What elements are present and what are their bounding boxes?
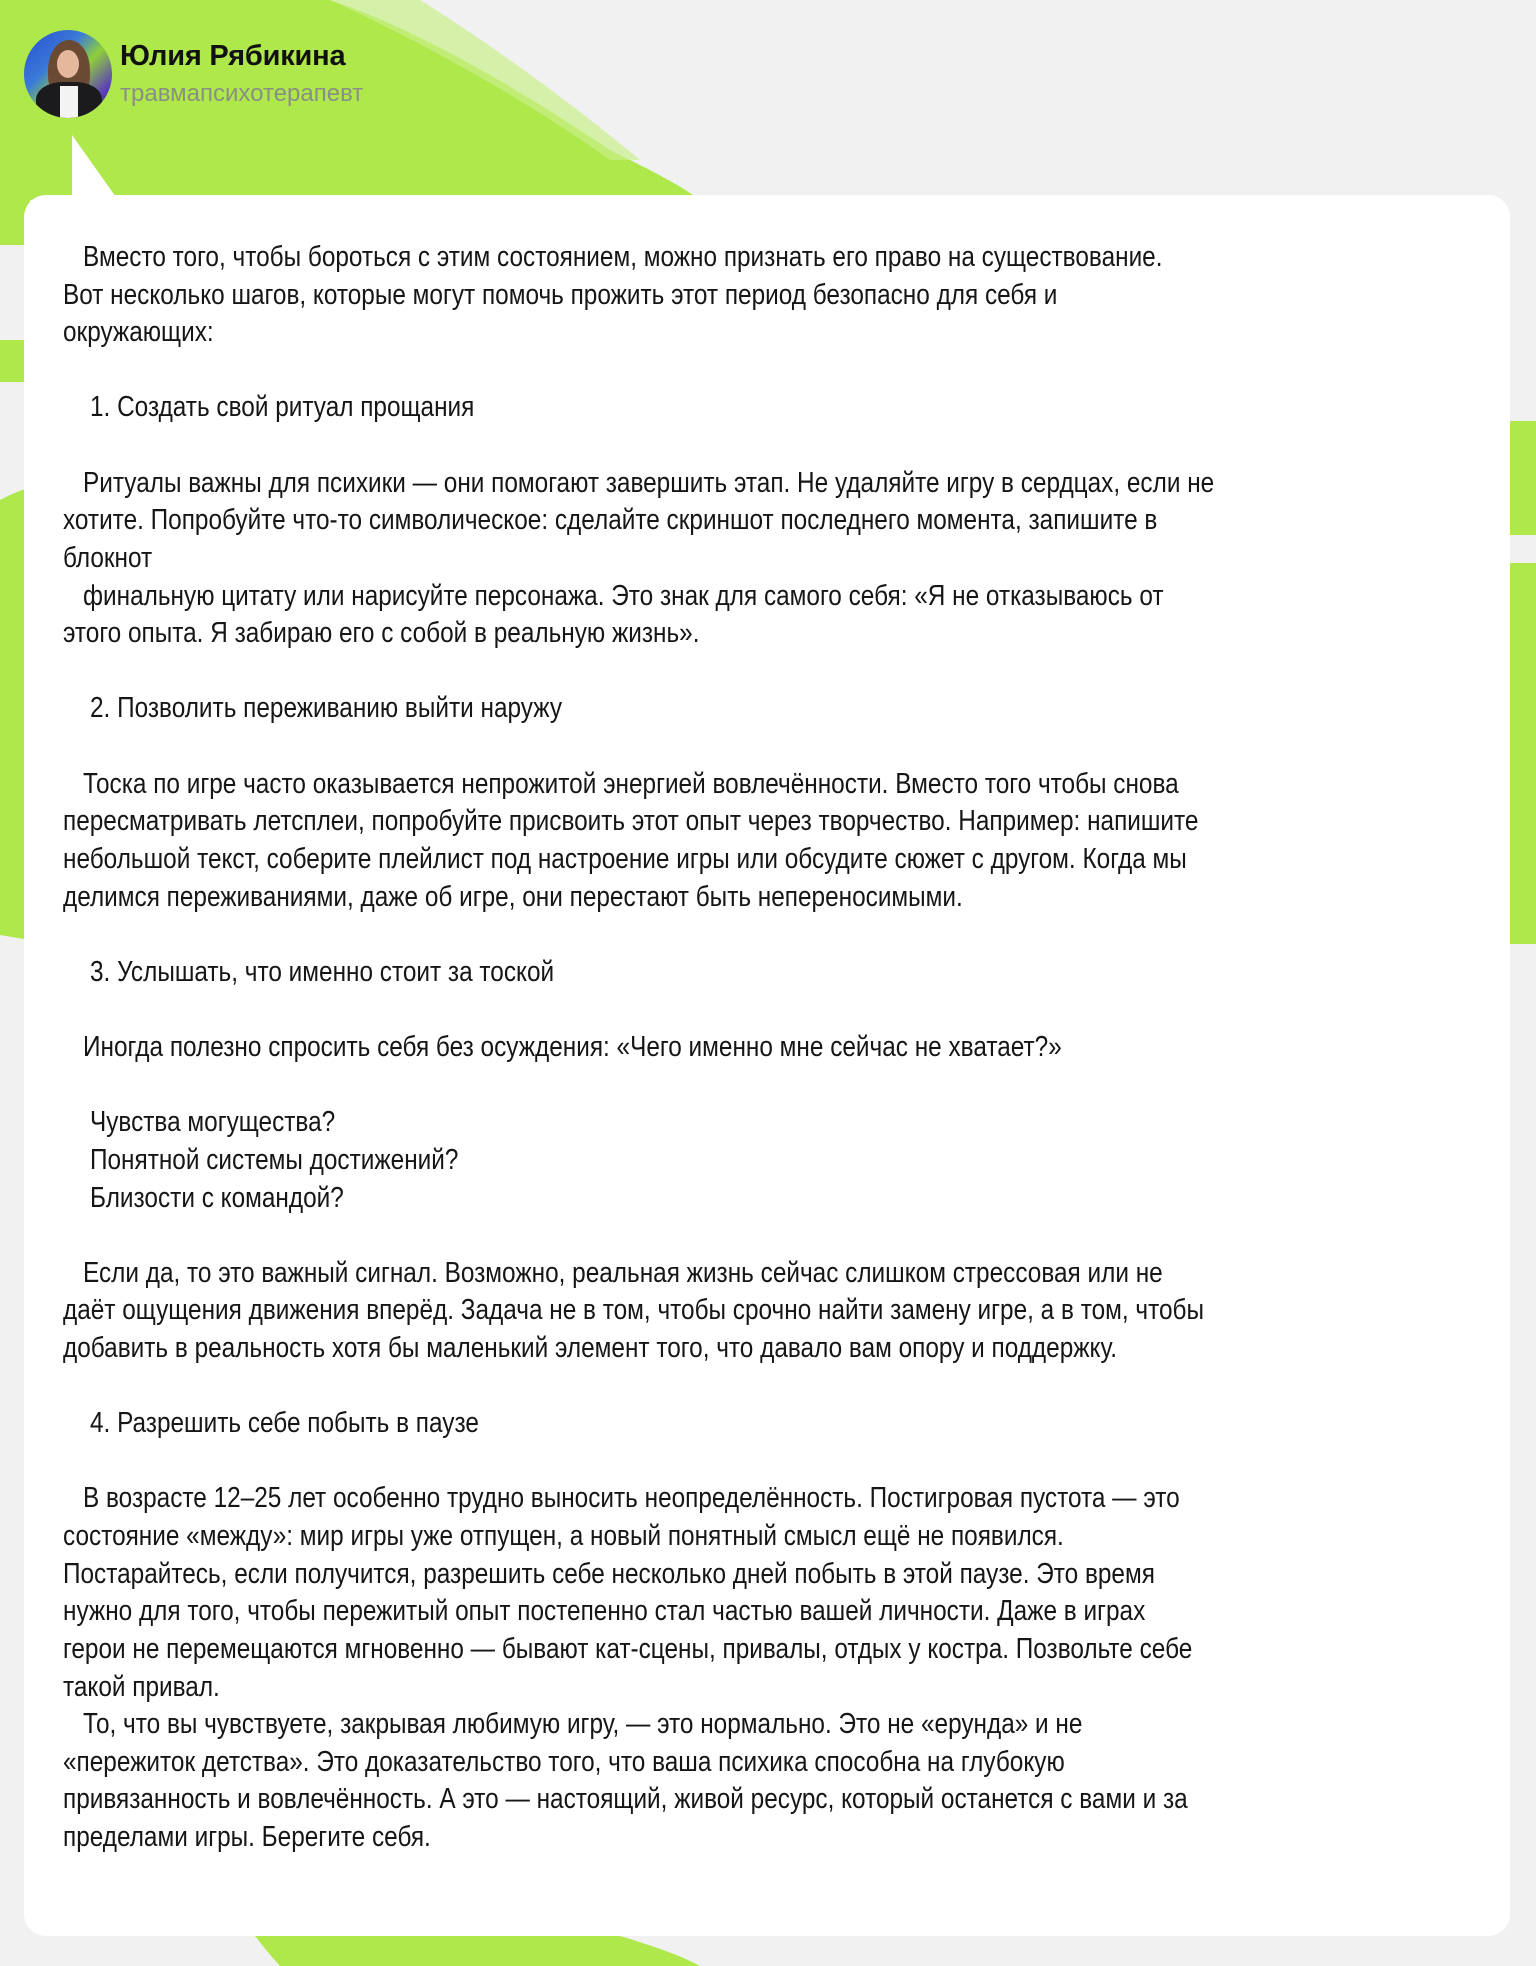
paragraph-line: небольшой текст, соберите плейлист под настроение игры или обсудите сюжет с другом. Когда мы <box>63 842 1187 875</box>
paragraph-line: «пережиток детства». Это доказательство того, что ваша психика способна на глубокую <box>63 1745 1065 1778</box>
paragraph-line: этого опыта. Я забираю его с собой в реальную жизнь». <box>63 617 700 650</box>
paragraph-line: хотите. Попробуйте что-то символическое: сделайте скриншот последнего момента, запишите в <box>63 504 1158 537</box>
paragraph-line: блокнот <box>63 541 153 574</box>
paragraph-line: привязанность и вовлечённость. А это — настоящий, живой ресурс, который останется с вами и за <box>63 1783 1188 1816</box>
paragraph-line: окружающих: <box>63 316 214 349</box>
paragraph-line: даёт ощущения движения вперёд. Задача не в том, чтобы срочно найти замену игре, а в том, чтобы <box>63 1294 1205 1327</box>
question-item: Понятной системы достижений? <box>90 1143 459 1176</box>
paragraph-line: нужно для того, чтобы пережитый опыт постепенно стал частью вашей личности. Даже в играх <box>63 1595 1146 1628</box>
paragraph-line: Иногда полезно спросить себя без осуждения: «Чего именно мне сейчас не хватает?» <box>83 1031 1062 1064</box>
author-name[interactable]: Юлия Рябикина <box>120 40 346 72</box>
paragraph-line: В возрасте 12–25 лет особенно трудно выносить неопределённость. Постигровая пустота — это <box>83 1482 1180 1515</box>
paragraph-line: пересматривать летсплеи, попробуйте присвоить этот опыт через творчество. Например: напишите <box>63 805 1199 838</box>
paragraph-line: герои не перемещаются мгновенно — бывают кат-сцены, привалы, отдых у костра. Позвольте себе <box>63 1632 1193 1665</box>
paragraph-line: пределами игры. Берегите себя. <box>63 1821 431 1854</box>
paragraph-line: Ритуалы важны для психики — они помогают завершить этап. Не удаляйте игру в сердцах, если не <box>83 466 1215 499</box>
post-header <box>0 0 1536 200</box>
brush-stroke-bottom <box>255 1936 700 1966</box>
paragraph-line: Если да, то это важный сигнал. Возможно, реальная жизнь сейчас слишком стрессовая или не <box>83 1256 1163 1289</box>
step-heading: 2. Позволить переживанию выйти наружу <box>90 692 563 725</box>
paragraph-line: Постарайтесь, если получится, разрешить себе несколько дней побыть в этой паузе. Это время <box>63 1557 1155 1590</box>
question-item: Близости с командой? <box>90 1181 344 1214</box>
step-heading: 4. Разрешить себе побыть в паузе <box>90 1407 479 1440</box>
step-heading: 3. Услышать, что именно стоит за тоской <box>90 955 555 988</box>
question-item: Чувства могущества? <box>90 1106 336 1139</box>
paragraph-line: делимся переживаниями, даже об игре, они перестают быть непереносимыми. <box>63 880 963 913</box>
paragraph-line: такой привал. <box>63 1670 220 1703</box>
author-role: травмапсихотерапевт <box>120 80 364 107</box>
paragraph-line: Вот несколько шагов, которые могут помочь прожить этот период безопасно для себя и <box>63 278 1058 311</box>
speech-bubble-tail <box>0 0 140 200</box>
paragraph-line: состояние «между»: мир игры уже отпущен, а новый понятный смысл ещё не появился. <box>63 1520 1064 1553</box>
paragraph-line: добавить в реальность хотя бы маленький элемент того, что давало вам опору и поддержку. <box>63 1331 1117 1364</box>
paragraph-line: Тоска по игре часто оказывается непрожитой энергией вовлечённости. Вместо того чтобы снова <box>83 767 1179 800</box>
paragraph-line: Вместо того, чтобы бороться с этим состоянием, можно признать его право на существование. <box>83 241 1163 273</box>
paragraph-line: финальную цитату или нарисуйте персонажа. Это знак для самого себя: «Я не отказываюсь от <box>83 579 1164 612</box>
paragraph-line: То, что вы чувствуете, закрывая любимую игру, — это нормально. Это не «ерунда» и не <box>83 1708 1083 1741</box>
step-heading: 1. Создать свой ритуал прощания <box>90 391 475 424</box>
post-card <box>24 195 1510 1936</box>
